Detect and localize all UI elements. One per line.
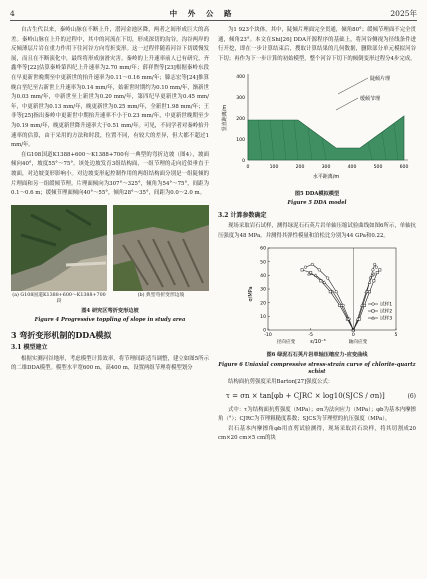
figure-5 <box>218 68 416 207</box>
fig6-ytick-label: 40 <box>260 273 266 279</box>
fig6-point <box>372 268 375 271</box>
fig6-point <box>309 271 311 273</box>
right-paragraph-3: 结构面抗剪强度采用Barton[27]强度公式： <box>228 379 334 386</box>
fig5-ylabel: 竖直距离/m <box>222 105 228 132</box>
fig6-radial-strain-label: 径向应变 <box>276 339 296 345</box>
fig5-xtick: 600 <box>399 165 409 171</box>
fig6-point <box>363 304 365 306</box>
fig6-series-1 <box>304 263 377 331</box>
formula-number: (6) <box>407 392 416 400</box>
barton-formula <box>226 392 416 402</box>
fig5-xlabel: 水平距离/m <box>312 174 340 181</box>
fig6-point <box>372 302 375 305</box>
fig6-point <box>368 280 371 283</box>
fig5-gentle-joint-label: 缓倾节理 <box>360 96 381 103</box>
figure-6-caption-cn: 图6 绿泥石石英片岩单轴压缩应力-应变曲线 <box>266 352 368 359</box>
fig5-steep-joint-label: 陡倾片理 <box>370 76 391 83</box>
fig5-xtick: 0 <box>246 165 250 171</box>
fig6-point <box>376 271 378 273</box>
stress-strain-chart <box>218 242 416 346</box>
issue-year: 2025年 <box>390 8 417 18</box>
photo-b-image <box>113 205 209 291</box>
dda-model-figure <box>218 68 416 184</box>
figure-5-caption-en: Figure 5 DDA model <box>287 200 347 207</box>
fig5-ytick: 0 <box>242 159 245 165</box>
photo-b-caption: (b) 典型弯折变形边坡 <box>137 292 185 298</box>
fig6-legend-label: 试样1 <box>380 302 393 308</box>
fig6-point <box>314 273 317 276</box>
fig5-xtick: 200 <box>295 165 305 171</box>
figure-6-caption-en: Figure 6 Uniaxial compressive stress-strain curve of chlorite-quartz schist <box>218 361 416 375</box>
fig5-ytick: 100 <box>236 138 245 144</box>
left-paragraph-1: 自古生代以来，秦岭山脉在不断上升，潜河金池区降，两者之间形成巨大的高差。秦岭山脉在上升的过程中，其中的河流在下切，形成深切的沟谷，沟谷两岸的反倾薄层片岩在重力作用下往河谷方向弯折变形。这一过程伴随着河谷下切缓慢发展，而且在不断演化中，最终将形成崩滑灾害。秦岭的上升速率前人已有研究，齐鑫华等[22]估算秦岭第四纪上升速率为2.70 mm/年；薛祥煦等[23]根据秦岭东段在早更新世晚期至中更新世的抬升速率为0.11～0.16 mm/年；滕志宏等[24]推算晚白垩纪至古新世上升速率为0.14 mm/年，始新世时期约为0.10 mm/年，渐新世为0.03 mm/年，中新世至上新世为0.20 mm/年，第四纪早更新世为0.45 mm/年，中更新世为0.13 mm/年，晚更新世为0.25 mm/年，全新世1.98 mm/年；王非等[25]指出秦岭中更新世中期抬升速率不小于0.23 mm/年，中更新世晚期至少为0.19 mm/年，晚更新世降升速率大于0.51 mm/年。可见，不同学者对秦岭抬升速率的估算，由于采用的方法和时段，位置不同，有较大的差异，但大都不超过1 mm/年。 <box>11 27 209 149</box>
fig6-point <box>329 290 331 292</box>
fig6-point <box>335 290 338 293</box>
left-column <box>11 26 209 374</box>
page-number: 4 <box>10 8 15 18</box>
fig6-legend-label: 试样2 <box>380 309 393 315</box>
fig6-ylabel: σ/MPa <box>248 286 254 302</box>
fig5-ytick: 300 <box>236 96 245 102</box>
fig5-ytick: 200 <box>236 117 245 123</box>
fig6-legend-label: 试样3 <box>380 316 393 322</box>
barton-formula-text: τ = σn × tan[φb + CJRC × log10(SJCS / σn)] <box>226 391 385 400</box>
left-paragraph-3: 根据实测河谷地形，考虑模型计算效率，将节理间距适当调整，建立如图5所示的二维DDA模型。模型水平宽600 m，高400 m，设置两组节理将模型划分 <box>11 355 209 372</box>
fig6-xtick-label: 5 <box>394 332 398 338</box>
figure-4-photos <box>11 205 209 306</box>
photo-b <box>113 205 209 306</box>
fig6-point <box>373 279 375 281</box>
fig6-point <box>372 272 375 275</box>
fig6-point <box>318 268 321 271</box>
section-3-heading: 3 弯折变形机制的DDA模拟 <box>11 329 112 340</box>
fig6-ytick-label: 0 <box>263 328 266 334</box>
fig6-ytick-label: 60 <box>260 246 266 252</box>
fig6-point <box>368 290 370 292</box>
fig5-xtick: 500 <box>373 165 383 171</box>
fig6-point <box>311 263 314 266</box>
fig6-ytick-label: 10 <box>260 314 266 320</box>
right-paragraph-2: 现场采取岩石试样，测得绿泥石石英片岩单轴压缩试验曲线如图6所示，单轴抗压强度为48 MPa。并测得其弹性模量和泊松比分别为44 GPa和0.22。 <box>218 223 416 239</box>
page-header <box>10 6 417 21</box>
right-paragraph-1: 为1 923个块体。其中，陡倾片理面完全贯通，倾角80°；缓倾节理面不完全贯通，倾角23°。本文在Shi[26] DDA开源程序的基础上，将河谷侧视为径线条件进行开挖，即在一步计算结束后，搜取计算结果的几何数据，删除部分单元模拟河谷下切；再作为下一步计算的初始模型，整个河谷下切下的倾倒变形过程分4步完成。 <box>218 27 416 62</box>
figure-5-caption-cn: 图5 DDA模拟模型 <box>294 190 340 197</box>
right-column <box>218 26 416 444</box>
figure-4-caption-cn: 图4 研究区弯折变形边坡 <box>81 307 139 314</box>
fig6-radial-curve <box>309 274 353 330</box>
subsection-3-1-heading: 3.1 模型建立 <box>11 344 48 352</box>
fig6-xlabel: ε/10⁻³ <box>310 338 326 345</box>
fig6-axial-strain-label: 轴向应变 <box>348 339 368 345</box>
left-paragraph-2: 在G108国道K1388+600～K1388+700有一典型的弯折边坡（图4），坡面倾向40°，坡度55°～75°。该处边坡发育3组结构面，一组节理的走向近似垂直于坡面，对边坡变形影响小。对边坡变形起控制作用的两组结构面分别是一组陡倾的片理面和另一组缓倾节理。片理面倾向为307°～325°，倾角为54°～75°，间距为0.1～0.6 m；缓倾节理面倾向40°～55°，倾角28°～35°，间距为0.0～2.0 m。 <box>11 151 209 197</box>
figure-4-caption-en: Figure 4 Progressive toppling of slope in study area <box>34 317 186 324</box>
right-paragraph-5: 岩石基本内摩擦角φb用直剪试验测得，现场采取岩石块样，将其切割成20 cm×20 cm×5 cm的块 <box>218 425 416 442</box>
photo-a <box>11 205 107 306</box>
subsection-3-2-heading: 3.2 计算参数确定 <box>218 211 267 219</box>
fig6-ytick-label: 50 <box>260 259 266 265</box>
photo-a-caption: (a) G108国道K1388+600～K1388+700段 <box>12 292 106 305</box>
fig5-xtick: 300 <box>321 165 331 171</box>
journal-name: 中 外 公 路 <box>169 8 236 18</box>
fig5-xtick: 100 <box>269 165 279 171</box>
fig6-ytick-label: 20 <box>260 300 266 306</box>
fig6-point <box>372 309 374 311</box>
fig6-xtick-label: -5 <box>308 332 313 338</box>
fig6-point <box>326 276 329 279</box>
fig6-point <box>373 263 376 266</box>
fig6-point <box>375 265 378 268</box>
figure-6 <box>218 242 416 377</box>
fig6-point <box>304 265 307 268</box>
fig6-point <box>301 268 303 270</box>
fig6-xtick-label: 0 <box>351 332 355 338</box>
fig6-xtick-label: -10 <box>264 332 272 338</box>
fig6-point <box>379 268 381 270</box>
right-paragraph-4: 式中：τ为结构面抗剪强度（MPa）；σn为法向应力（MPa）；φb为基本内摩擦角（°）；CJRC为节理粗糙度系数；SJCS为节理壁的抗压强度（MPa）。 <box>218 406 416 423</box>
fig5-xtick: 400 <box>347 165 357 171</box>
fig6-ytick-label: 30 <box>260 287 266 293</box>
photo-a-image <box>11 205 107 291</box>
fig6-point <box>372 316 375 319</box>
fig5-ytick: 400 <box>236 75 245 81</box>
